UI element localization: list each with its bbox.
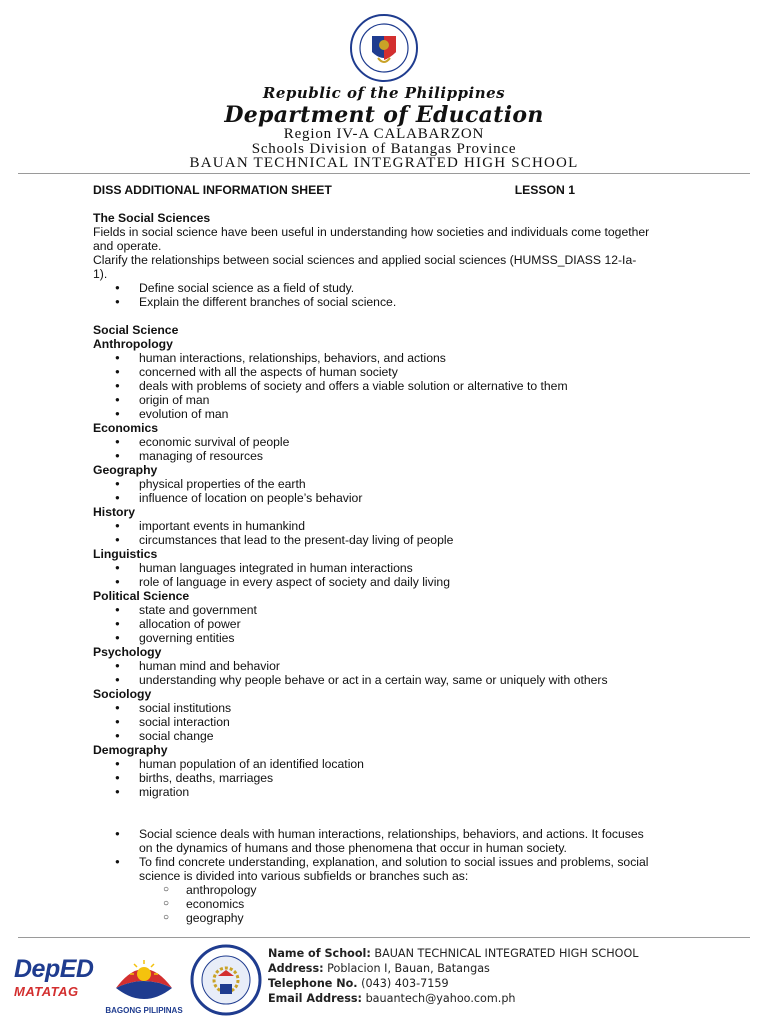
branch-list xyxy=(93,701,693,743)
bagong-pilipinas-label: BAGONG PILIPINAS xyxy=(105,1006,183,1015)
summary-line: Social science deals with human interactions, relationships, behaviors, and actions. It focuses xyxy=(139,827,644,841)
header-divider xyxy=(18,173,750,174)
subfield-item: ○ economics xyxy=(93,897,693,911)
list-item: ● important events in humankind xyxy=(93,519,693,533)
matatag-wordmark: MATATAG xyxy=(14,984,79,999)
list-item: ● human population of an identified location xyxy=(93,757,693,771)
intro-line: Fields in social science have been useful in understanding how societies and individuals come together xyxy=(93,225,650,239)
list-item: ● social interaction xyxy=(93,715,693,729)
branch-list xyxy=(93,519,693,547)
list-item: ● origin of man xyxy=(93,393,693,407)
branch-list xyxy=(93,603,693,645)
list-item: ● understanding why people behave or act in a certain way, same or uniquely with others xyxy=(93,673,693,687)
address-label: Address: xyxy=(268,962,324,975)
footer-email-row xyxy=(268,991,639,1006)
branch-heading: Psychology xyxy=(93,645,162,659)
document-title: DISS ADDITIONAL INFORMATION SHEET xyxy=(93,183,332,197)
document-body xyxy=(93,182,693,925)
division-heading: Schools Division of Batangas Province xyxy=(251,141,517,157)
subfield-item: ○ geography xyxy=(93,911,693,925)
list-item: ● deals with problems of society and offers a viable solution or alternative to them xyxy=(93,379,693,393)
branch-heading: Political Science xyxy=(93,589,190,603)
objective-item: ● Explain the different branches of social science. xyxy=(93,295,693,309)
branch-heading: Sociology xyxy=(93,687,152,701)
intro-line: Clarify the relationships between social sciences and applied social sciences (HUMSS_DIASS 12-Ia- xyxy=(93,253,637,267)
list-item: ● human languages integrated in human interactions xyxy=(93,561,693,575)
summary-line: science is divided into various subfields or branches such as: xyxy=(139,869,469,883)
summary-line: on the dynamics of humans and those phenomena that occur in human society. xyxy=(139,841,567,855)
footer-divider xyxy=(18,937,750,938)
list-item: ● influence of location on people’s behavior xyxy=(93,491,693,505)
branch-heading: History xyxy=(93,505,135,519)
deped-seal-icon xyxy=(350,14,418,82)
list-item: ● state and government xyxy=(93,603,693,617)
list-item: ● human mind and behavior xyxy=(93,659,693,673)
list-item: ● births, deaths, marriages xyxy=(93,771,693,785)
email-label: Email Address: xyxy=(268,992,362,1005)
summary-item xyxy=(93,827,693,855)
list-item: ● human interactions, relationships, behaviors, and actions xyxy=(93,351,693,365)
objective-item: ● Define social science as a field of study. xyxy=(93,281,693,295)
list-item: ● economic survival of people xyxy=(93,435,693,449)
summary-item xyxy=(93,855,693,883)
document-titlebar xyxy=(93,183,575,197)
lesson-label: LESSON 1 xyxy=(514,183,575,197)
email-value: bauantech@yahoo.com.ph xyxy=(365,992,516,1005)
objectives-list xyxy=(93,281,693,309)
branch-list xyxy=(93,757,693,799)
branch-heading: Geography xyxy=(93,463,158,477)
branch-list xyxy=(93,351,693,421)
department-heading: Department of Education xyxy=(224,102,544,128)
footer-school-row xyxy=(268,946,639,961)
school-seal-icon xyxy=(188,940,264,1016)
social-science-heading: Social Science xyxy=(93,323,179,337)
school-heading: BAUAN TECHNICAL INTEGRATED HIGH SCHOOL xyxy=(189,155,579,171)
branch-list xyxy=(93,435,693,463)
branch-heading: Demography xyxy=(93,743,168,757)
list-item: ● migration xyxy=(93,785,693,799)
branch-list xyxy=(93,561,693,589)
school-value: BAUAN TECHNICAL INTEGRATED HIGH SCHOOL xyxy=(374,947,639,960)
list-item: ● managing of resources xyxy=(93,449,693,463)
section-title: The Social Sciences xyxy=(93,211,211,225)
footer-address-row xyxy=(268,961,639,976)
intro-line: and operate. xyxy=(93,239,162,253)
footer-telephone-row xyxy=(268,976,639,991)
list-item: ● role of language in every aspect of society and daily living xyxy=(93,575,693,589)
address-value: Poblacion I, Bauan, Batangas xyxy=(327,962,490,975)
footer-logos xyxy=(0,940,268,1024)
footer-contact xyxy=(268,946,639,1006)
intro-line: 1). xyxy=(93,267,108,281)
deped-wordmark: DepED xyxy=(14,955,94,983)
branch-heading: Economics xyxy=(93,421,159,435)
subfield-item: ○ anthropology xyxy=(93,883,693,897)
branch-heading: Linguistics xyxy=(93,547,158,561)
branch-list xyxy=(93,477,693,505)
list-item: ● concerned with all the aspects of human society xyxy=(93,365,693,379)
republic-heading: Republic of the Philippines xyxy=(262,84,506,102)
branch-heading: Anthropology xyxy=(93,337,173,351)
branch-list xyxy=(93,659,693,687)
list-item: ● governing entities xyxy=(93,631,693,645)
list-item: ● allocation of power xyxy=(93,617,693,631)
school-label: Name of School: xyxy=(268,947,371,960)
list-item: ● evolution of man xyxy=(93,407,693,421)
list-item: ● physical properties of the earth xyxy=(93,477,693,491)
telephone-label: Telephone No. xyxy=(268,977,358,990)
region-heading: Region IV-A CALABARZON xyxy=(283,126,485,142)
summary-line: To find concrete understanding, explanation, and solution to social issues and problems, social xyxy=(139,855,649,869)
summary-list xyxy=(93,827,693,925)
deped-logo xyxy=(14,956,94,1016)
telephone-value: (043) 403-7159 xyxy=(361,977,449,990)
list-item: ● social institutions xyxy=(93,701,693,715)
list-item: ● circumstances that lead to the present-day living of people xyxy=(93,533,693,547)
list-item: ● social change xyxy=(93,729,693,743)
